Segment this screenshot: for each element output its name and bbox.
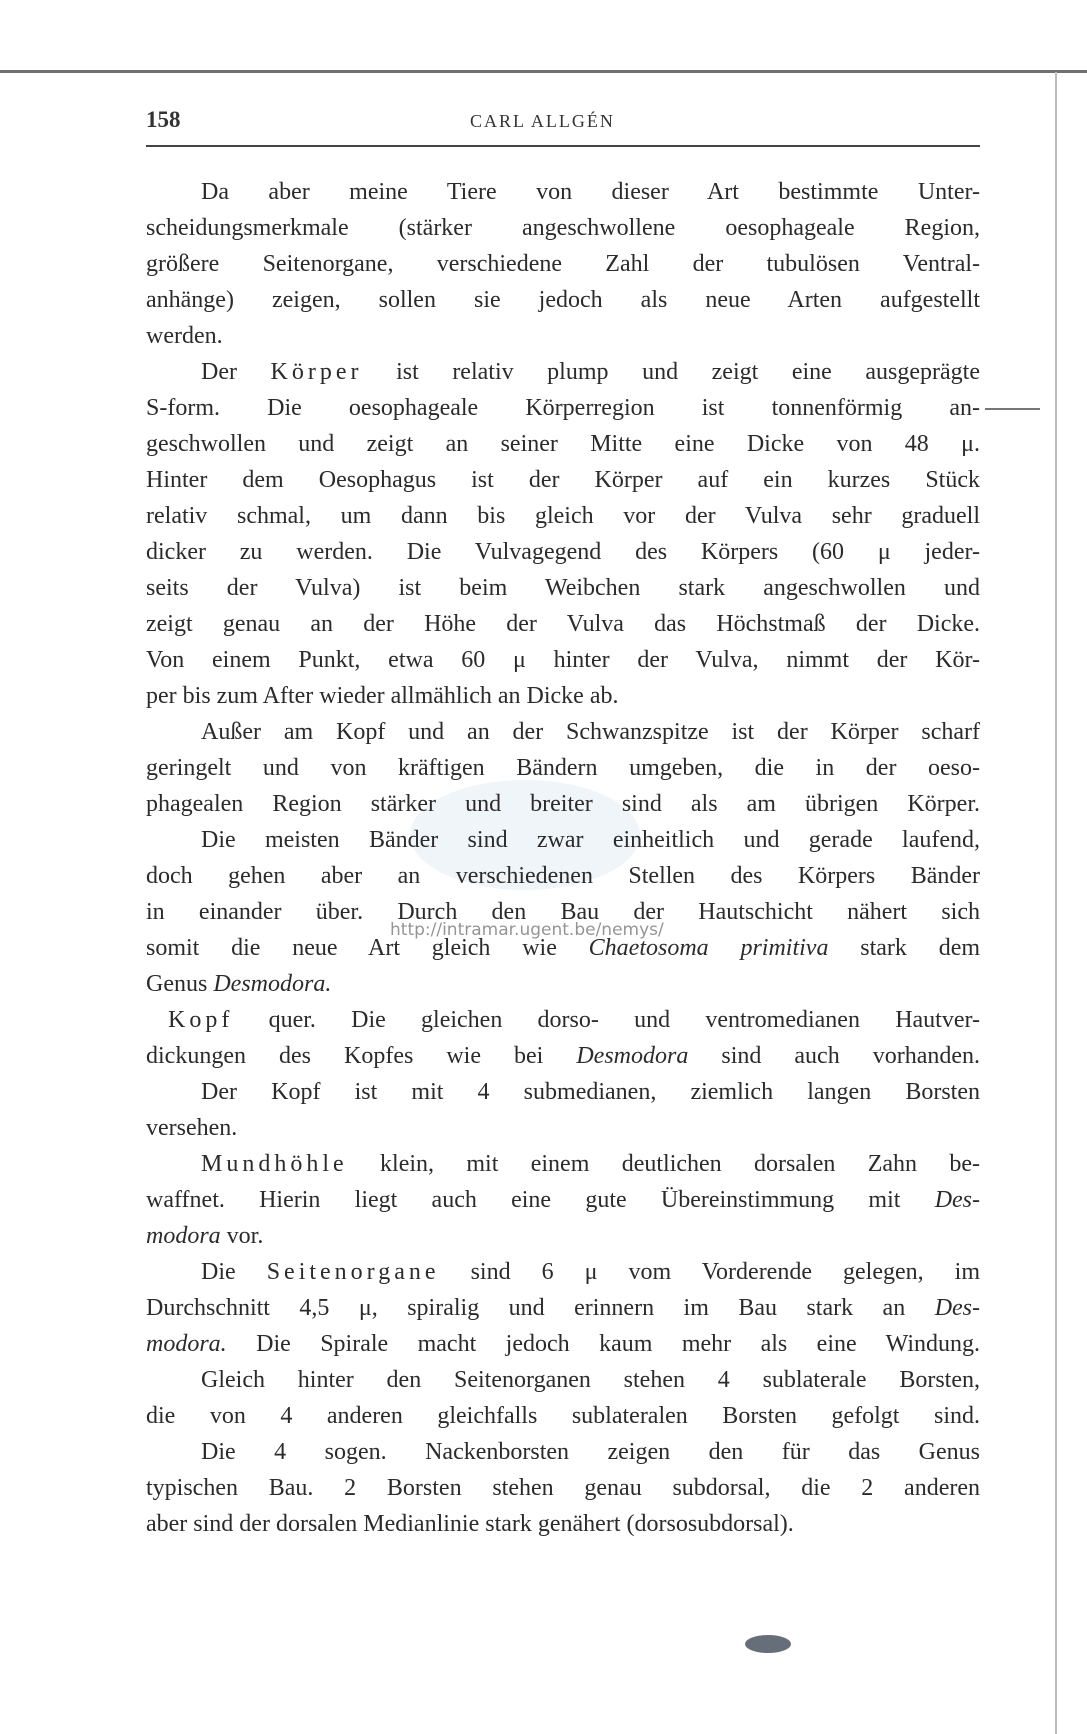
text-line: Die 4 sogen. Nackenborsten zeigen den für das Genus (201, 1439, 980, 1465)
ink-blot (745, 1635, 791, 1653)
text-line: geringelt und von kräftigen Bändern umgeben, die in der oeso- (146, 755, 980, 781)
genus-name: Desmodora (576, 1043, 689, 1069)
term-kopf: Kopf (168, 1007, 234, 1033)
text-line: Kopf quer. Die gleichen dorso- und ventromedianen Hautver- (168, 1007, 980, 1033)
text-line: dicker zu werden. Die Vulvagegend des Körpers (60 μ jeder- (146, 539, 980, 565)
text-line: Außer am Kopf und an der Schwanzspitze ist der Körper scharf (201, 719, 980, 745)
text-line: anhänge) zeigen, sollen sie jedoch als neue Arten aufgestellt (146, 287, 980, 313)
genus-name: Desmodora. (213, 971, 332, 997)
term-seitenorgane: Seitenorgane (266, 1259, 440, 1285)
text-line: werden. (146, 323, 223, 349)
text-line: Die meisten Bänder sind zwar einheitlich und gerade laufend, (201, 827, 980, 853)
text-line: phagealen Region stärker und breiter sind als am übrigen Körper. (146, 791, 980, 817)
genus-name: modora (146, 1223, 221, 1249)
text-line: Genus Desmodora. (146, 971, 332, 997)
text-line: aber sind der dorsalen Medianlinie stark genähert (dorsosubdorsal). (146, 1511, 794, 1537)
term-mundhoehle: Mundhöhle (201, 1151, 348, 1177)
text-line: dickungen des Kopfes wie bei Desmodora sind auch vorhanden. (146, 1043, 980, 1069)
text-line: modora vor. (146, 1223, 264, 1249)
text-line: seits der Vulva) ist beim Weibchen stark angeschwollen und (146, 575, 980, 601)
text-line: Die Seitenorgane sind 6 μ vom Vorderende gelegen, im (201, 1259, 980, 1285)
text-line: Hinter dem Oesophagus ist der Körper auf ein kurzes Stück (146, 467, 980, 493)
text-line: doch gehen aber an verschiedenen Stellen des Körpers Bänder (146, 863, 980, 889)
text-line: relativ schmal, um dann bis gleich vor der Vulva sehr graduell (146, 503, 980, 529)
margin-pencil-mark (985, 408, 1040, 410)
text-line: waffnet. Hierin liegt auch eine gute Übereinstimmung mit Des- (146, 1187, 980, 1213)
body-text (146, 174, 980, 1542)
header-rule (146, 145, 980, 147)
sheet-edge-right (1055, 72, 1057, 1734)
term-koerper: Körper (270, 359, 363, 385)
species-name: Chaetosoma primitiva (588, 935, 829, 961)
genus-name: Des- (934, 1187, 980, 1213)
text-line: typischen Bau. 2 Borsten stehen genau subdorsal, die 2 anderen (146, 1475, 980, 1501)
text-line: größere Seitenorgane, verschiedene Zahl der tubulösen Ventral- (146, 251, 980, 277)
text-line: Gleich hinter den Seitenorganen stehen 4 sublaterale Borsten, (201, 1367, 980, 1393)
text-line: Da aber meine Tiere von dieser Art bestimmte Unter- (201, 179, 980, 205)
page-number: 158 (146, 107, 181, 132)
sheet-edge-top (0, 70, 1087, 73)
text-line: Der Kopf ist mit 4 submedianen, ziemlich langen Borsten (201, 1079, 980, 1105)
text-line: per bis zum After wieder allmählich an Dicke ab. (146, 683, 619, 709)
genus-name: modora. (146, 1331, 227, 1357)
text-line: zeigt genau an der Höhe der Vulva das Höchstmaß der Dicke. (146, 611, 980, 637)
text-line: geschwollen und zeigt an seiner Mitte eine Dicke von 48 μ. (146, 431, 980, 457)
text-line: die von 4 anderen gleichfalls sublateralen Borsten gefolgt sind. (146, 1403, 980, 1429)
text-line: modora. Die Spirale macht jedoch kaum mehr als eine Windung. (146, 1331, 980, 1357)
text-line: in einander über. Durch den Bau der Hautschicht nähert sich (146, 899, 980, 925)
text-line: Der Körper ist relativ plump und zeigt eine ausgeprägte (201, 359, 980, 385)
text-line: scheidungsmerkmale (stärker angeschwollene oesophageale Region, (146, 215, 980, 241)
text-line: somit die neue Art gleich wie Chaetosoma primitiva stark dem (146, 935, 980, 961)
text-line: versehen. (146, 1115, 238, 1141)
text-line: S-form. Die oesophageale Körperregion ist tonnenförmig an- (146, 395, 980, 421)
text-line: Durchschnitt 4,5 μ, spiralig und erinnern im Bau stark an Des- (146, 1295, 980, 1321)
running-title: CARL ALLGÉN (470, 111, 615, 131)
genus-name: Des- (934, 1295, 980, 1321)
text-line: Von einem Punkt, etwa 60 μ hinter der Vulva, nimmt der Kör- (146, 647, 980, 673)
text-line: Mundhöhle klein, mit einem deutlichen dorsalen Zahn be- (201, 1151, 980, 1177)
watermark-url: http://intramar.ugent.be/nemys/ (390, 920, 664, 940)
